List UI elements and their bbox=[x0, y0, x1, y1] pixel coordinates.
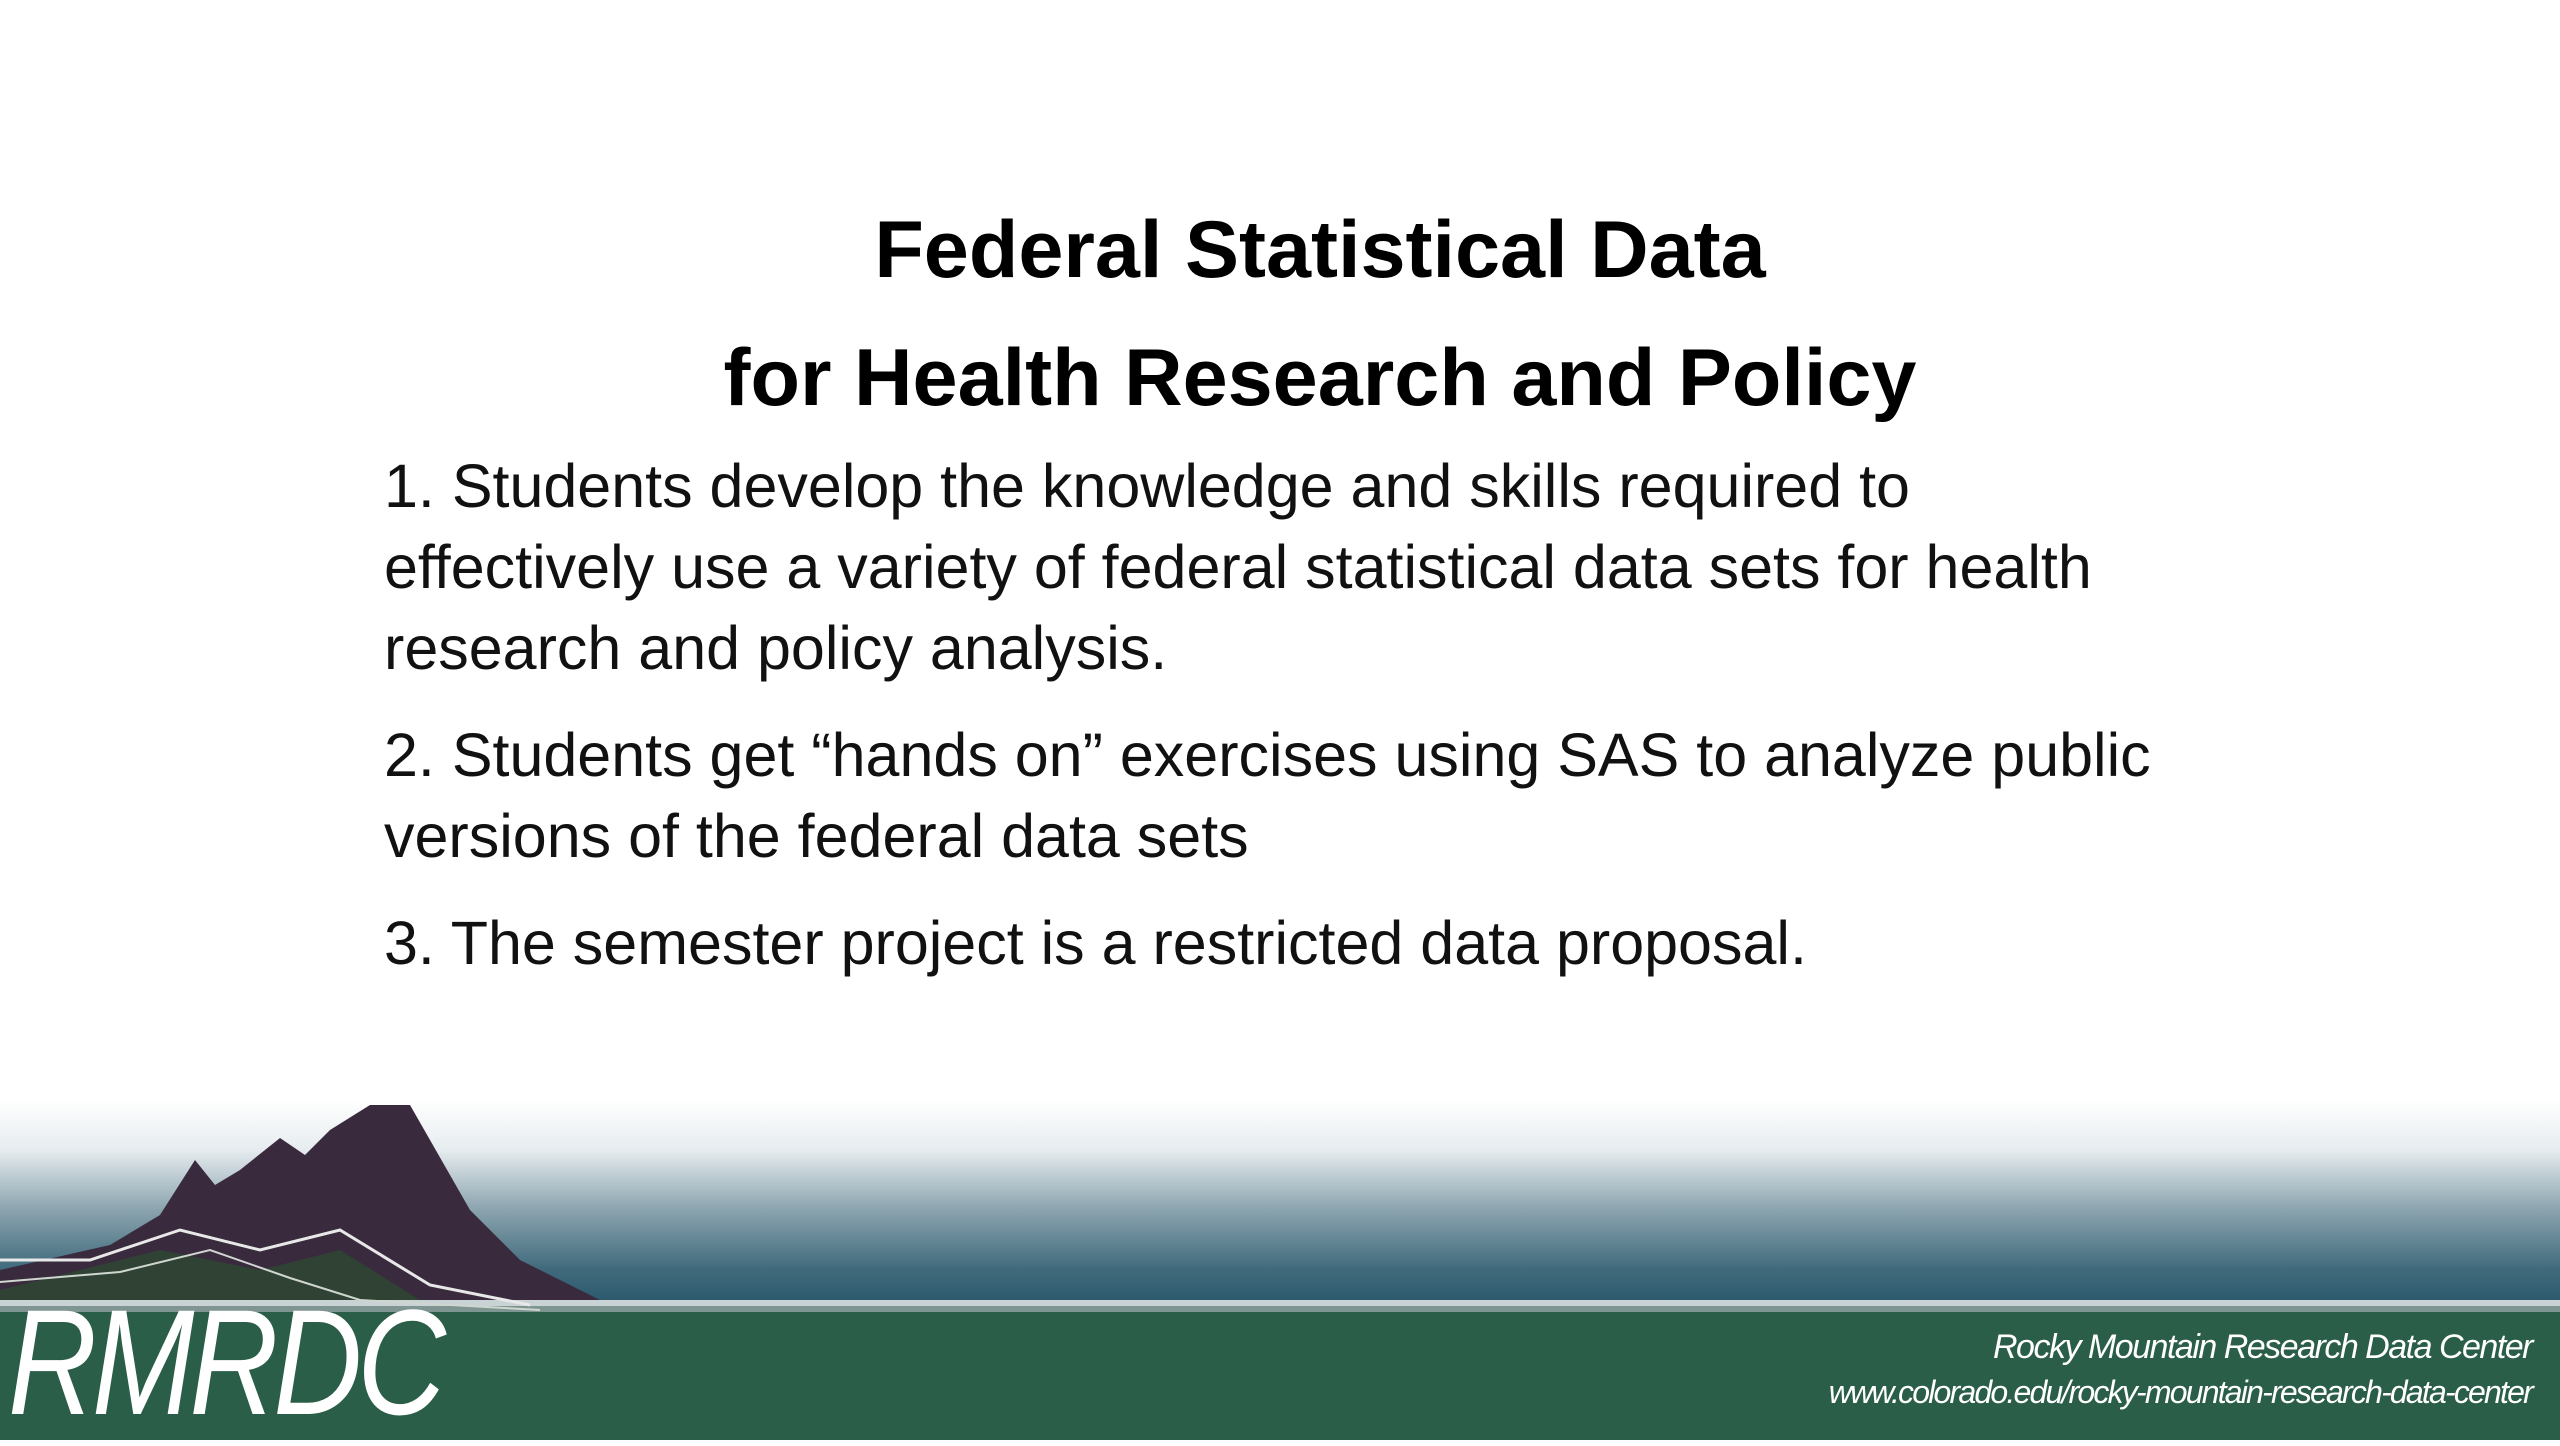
list-item: 1. Students develop the knowledge and skills required to effectively use a variety of federal statistical data sets for health research and policy analysis. bbox=[384, 452, 2092, 682]
org-url: www.colorado.edu/rocky-mountain-research-data-center bbox=[1828, 1374, 2532, 1410]
title-line-2: for Health Research and Policy bbox=[723, 333, 1917, 423]
org-name: Rocky Mountain Research Data Center bbox=[1993, 1328, 2532, 1366]
rmrdc-logo: RMRDC bbox=[8, 1278, 442, 1446]
slide-title bbox=[0, 186, 2560, 442]
title-line-1: Federal Statistical Data bbox=[874, 205, 1766, 295]
list-item: 3. The semester project is a restricted data proposal. bbox=[384, 909, 1807, 977]
list-item: 2. Students get “hands on” exercises using SAS to analyze public versions of the federal data sets bbox=[384, 721, 2151, 870]
objectives-list bbox=[384, 446, 2184, 1010]
